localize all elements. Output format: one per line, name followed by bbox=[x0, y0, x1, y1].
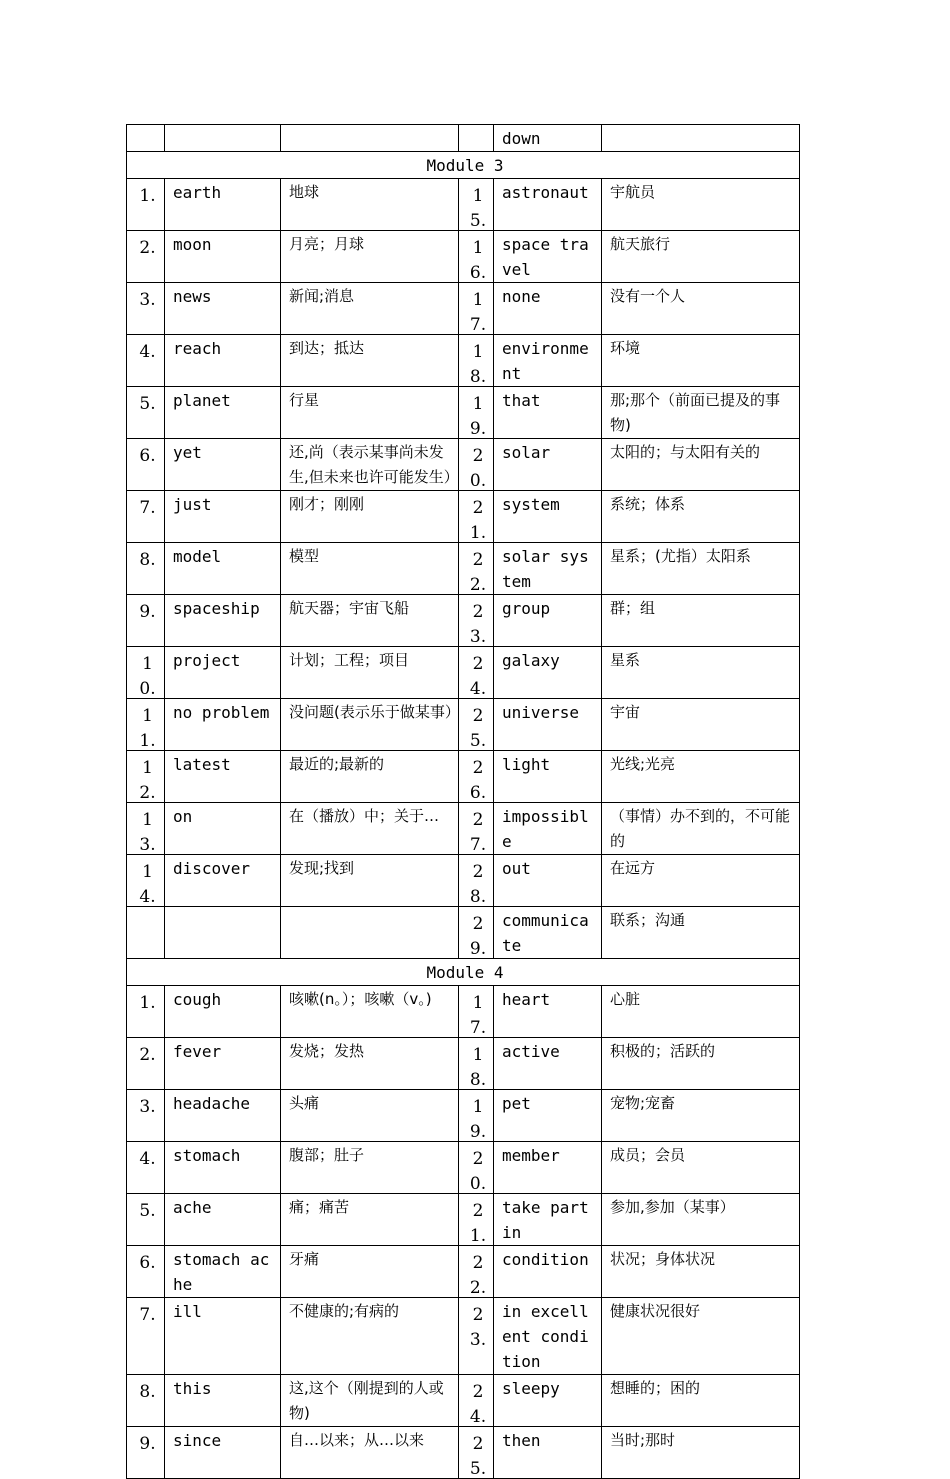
left-item-number-text: 2. bbox=[139, 238, 156, 258]
left-item-number bbox=[127, 1375, 165, 1427]
table-row bbox=[127, 1038, 800, 1090]
left-english-word: fever bbox=[165, 1038, 281, 1090]
right-chinese-meaning: 联系；沟通 bbox=[602, 907, 800, 959]
module-title: Module 3 bbox=[127, 152, 800, 179]
right-english-word: active bbox=[494, 1038, 602, 1090]
left-english-word: earth bbox=[165, 179, 281, 231]
right-item-number-text: 22. bbox=[469, 1253, 487, 1298]
left-item-number bbox=[127, 387, 165, 439]
right-english-word: astronaut bbox=[494, 179, 602, 231]
left-chinese-meaning: 不健康的;有病的 bbox=[281, 1298, 459, 1375]
left-chinese-meaning: 刚才；刚刚 bbox=[281, 491, 459, 543]
right-english-word: light bbox=[494, 751, 602, 803]
right-chinese-meaning: 光线;光亮 bbox=[602, 751, 800, 803]
right-chinese-meaning: 太阳的；与太阳有关的 bbox=[602, 439, 800, 491]
right-english-word: solar bbox=[494, 439, 602, 491]
left-item-number bbox=[127, 647, 165, 699]
right-item-number-text: 18. bbox=[469, 342, 487, 387]
left-item-number-text: 4. bbox=[139, 1149, 156, 1169]
right-item-number bbox=[459, 1090, 494, 1142]
left-chinese-meaning: 到达；抵达 bbox=[281, 335, 459, 387]
table-row bbox=[127, 283, 800, 335]
table-row bbox=[127, 699, 800, 751]
right-chinese-meaning: 星系 bbox=[602, 647, 800, 699]
vocabulary-table bbox=[126, 124, 800, 1479]
right-english-word: communicate bbox=[494, 907, 602, 959]
left-item-number bbox=[127, 1038, 165, 1090]
right-item-number-text: 21. bbox=[469, 498, 487, 543]
left-item-number-text: 14. bbox=[139, 862, 156, 907]
left-item-number-text: 6. bbox=[139, 446, 156, 466]
table-row bbox=[127, 179, 800, 231]
left-item-number bbox=[127, 543, 165, 595]
left-chinese-meaning: 这,这个（刚提到的人或物) bbox=[281, 1375, 459, 1427]
table-row bbox=[127, 751, 800, 803]
left-item-number-text: 1. bbox=[139, 186, 156, 206]
left-english-word: ill bbox=[165, 1298, 281, 1375]
left-chinese-meaning: 自…以来；从…以来 bbox=[281, 1427, 459, 1479]
left-item-number-text: 8. bbox=[139, 550, 156, 570]
right-item-number-text: 18. bbox=[469, 1045, 487, 1090]
left-english-word: reach bbox=[165, 335, 281, 387]
right-chinese-meaning: 环境 bbox=[602, 335, 800, 387]
right-chinese-meaning: 健康状况很好 bbox=[602, 1298, 800, 1375]
table-row bbox=[127, 387, 800, 439]
left-item-number-text: 3. bbox=[139, 290, 156, 310]
right-item-number bbox=[459, 803, 494, 855]
right-item-number bbox=[459, 1375, 494, 1427]
right-english-word: group bbox=[494, 595, 602, 647]
left-english-word: planet bbox=[165, 387, 281, 439]
right-item-number-text: 25. bbox=[469, 706, 487, 751]
right-item-number-text: 25. bbox=[469, 1434, 487, 1479]
vocabulary-table-body bbox=[127, 125, 800, 1479]
table-row bbox=[127, 1142, 800, 1194]
left-english-word: latest bbox=[165, 751, 281, 803]
right-item-number-text: 17. bbox=[469, 993, 487, 1038]
right-english-word: galaxy bbox=[494, 647, 602, 699]
table-row bbox=[127, 125, 800, 152]
right-item-number bbox=[459, 1246, 494, 1298]
right-item-number bbox=[459, 1194, 494, 1246]
right-item-number-text: 22. bbox=[469, 550, 487, 595]
left-item-number-text: 8. bbox=[139, 1382, 156, 1402]
right-item-number bbox=[459, 855, 494, 907]
left-item-number bbox=[127, 1298, 165, 1375]
left-english-word: since bbox=[165, 1427, 281, 1479]
left-item-number-text: 6. bbox=[139, 1253, 156, 1273]
left-item-number-text: 10. bbox=[139, 654, 156, 699]
right-item-number bbox=[459, 1038, 494, 1090]
right-chinese-meaning: 成员；会员 bbox=[602, 1142, 800, 1194]
right-item-number bbox=[459, 751, 494, 803]
right-item-number bbox=[459, 491, 494, 543]
left-item-number bbox=[127, 125, 165, 152]
module-header-row bbox=[127, 152, 800, 179]
module-title: Module 4 bbox=[127, 959, 800, 986]
right-english-word: impossible bbox=[494, 803, 602, 855]
right-item-number bbox=[459, 125, 494, 152]
left-english-word bbox=[165, 125, 281, 152]
right-chinese-meaning: 没有一个人 bbox=[602, 283, 800, 335]
right-english-word: space travel bbox=[494, 231, 602, 283]
left-item-number bbox=[127, 439, 165, 491]
left-item-number bbox=[127, 1246, 165, 1298]
right-item-number-text: 24. bbox=[469, 654, 487, 699]
right-item-number bbox=[459, 595, 494, 647]
right-item-number-text: 23. bbox=[469, 1305, 487, 1350]
right-item-number bbox=[459, 1298, 494, 1375]
right-item-number-text: 23. bbox=[469, 602, 487, 647]
left-item-number bbox=[127, 1427, 165, 1479]
table-row bbox=[127, 439, 800, 491]
left-item-number bbox=[127, 699, 165, 751]
right-english-word: in excellent condition bbox=[494, 1298, 602, 1375]
left-english-word: headache bbox=[165, 1090, 281, 1142]
right-english-word: solar system bbox=[494, 543, 602, 595]
left-item-number-text: 9. bbox=[139, 1434, 156, 1454]
left-english-word: moon bbox=[165, 231, 281, 283]
left-english-word: news bbox=[165, 283, 281, 335]
table-row bbox=[127, 647, 800, 699]
table-row bbox=[127, 1194, 800, 1246]
right-english-word: out bbox=[494, 855, 602, 907]
left-english-word: stomach bbox=[165, 1142, 281, 1194]
left-english-word: no problem bbox=[165, 699, 281, 751]
left-chinese-meaning: 月亮；月球 bbox=[281, 231, 459, 283]
left-english-word: on bbox=[165, 803, 281, 855]
right-english-word: environment bbox=[494, 335, 602, 387]
module-header-row bbox=[127, 959, 800, 986]
table-row bbox=[127, 1298, 800, 1375]
right-chinese-meaning: 群；组 bbox=[602, 595, 800, 647]
right-item-number bbox=[459, 283, 494, 335]
right-chinese-meaning: 想睡的；困的 bbox=[602, 1375, 800, 1427]
left-item-number-text: 7. bbox=[139, 1305, 156, 1325]
left-english-word: this bbox=[165, 1375, 281, 1427]
right-item-number-text: 20. bbox=[469, 1149, 487, 1194]
right-item-number bbox=[459, 335, 494, 387]
left-chinese-meaning: 模型 bbox=[281, 543, 459, 595]
left-item-number-text: 4. bbox=[139, 342, 156, 362]
left-item-number-text: 7. bbox=[139, 498, 156, 518]
left-item-number-text: 5. bbox=[139, 1201, 156, 1221]
right-english-word: take part in bbox=[494, 1194, 602, 1246]
right-chinese-meaning: 当时;那时 bbox=[602, 1427, 800, 1479]
right-chinese-meaning: 那;那个（前面已提及的事物) bbox=[602, 387, 800, 439]
left-chinese-meaning: 最近的;最新的 bbox=[281, 751, 459, 803]
right-english-word: then bbox=[494, 1427, 602, 1479]
right-chinese-meaning: 航天旅行 bbox=[602, 231, 800, 283]
table-row bbox=[127, 986, 800, 1038]
left-english-word: stomach ache bbox=[165, 1246, 281, 1298]
left-item-number bbox=[127, 1142, 165, 1194]
left-item-number bbox=[127, 335, 165, 387]
left-chinese-meaning: 行星 bbox=[281, 387, 459, 439]
left-chinese-meaning: 地球 bbox=[281, 179, 459, 231]
left-chinese-meaning: 新闻;消息 bbox=[281, 283, 459, 335]
right-item-number bbox=[459, 986, 494, 1038]
left-chinese-meaning bbox=[281, 907, 459, 959]
table-row bbox=[127, 803, 800, 855]
right-item-number-text: 28. bbox=[469, 862, 487, 907]
left-item-number bbox=[127, 595, 165, 647]
left-item-number-text: 3. bbox=[139, 1097, 156, 1117]
right-english-word: none bbox=[494, 283, 602, 335]
left-item-number-text: 2. bbox=[139, 1045, 156, 1065]
left-english-word: project bbox=[165, 647, 281, 699]
table-row bbox=[127, 907, 800, 959]
right-item-number-text: 19. bbox=[469, 1097, 487, 1142]
left-item-number bbox=[127, 855, 165, 907]
left-item-number bbox=[127, 491, 165, 543]
left-chinese-meaning: 咳嗽(n。）；咳嗽（v。) bbox=[281, 986, 459, 1038]
right-item-number bbox=[459, 699, 494, 751]
right-chinese-meaning: 状况；身体状况 bbox=[602, 1246, 800, 1298]
right-chinese-meaning: 心脏 bbox=[602, 986, 800, 1038]
right-chinese-meaning: 在远方 bbox=[602, 855, 800, 907]
right-english-word: pet bbox=[494, 1090, 602, 1142]
left-item-number bbox=[127, 179, 165, 231]
right-chinese-meaning: 星系；(尤指）太阳系 bbox=[602, 543, 800, 595]
right-chinese-meaning: 宇宙 bbox=[602, 699, 800, 751]
left-english-word: cough bbox=[165, 986, 281, 1038]
left-chinese-meaning: 发现;找到 bbox=[281, 855, 459, 907]
right-item-number-text: 24. bbox=[469, 1382, 487, 1427]
right-english-word: system bbox=[494, 491, 602, 543]
left-item-number bbox=[127, 283, 165, 335]
left-item-number bbox=[127, 231, 165, 283]
right-chinese-meaning: 参加,参加（某事） bbox=[602, 1194, 800, 1246]
left-item-number bbox=[127, 907, 165, 959]
left-item-number bbox=[127, 1194, 165, 1246]
right-item-number bbox=[459, 907, 494, 959]
right-english-word: that bbox=[494, 387, 602, 439]
right-item-number-text: 27. bbox=[469, 810, 487, 855]
left-item-number-text: 13. bbox=[139, 810, 156, 855]
table-row bbox=[127, 491, 800, 543]
right-item-number bbox=[459, 439, 494, 491]
right-item-number-text: 29. bbox=[469, 914, 487, 959]
left-item-number-text: 5. bbox=[139, 394, 156, 414]
right-item-number bbox=[459, 647, 494, 699]
left-item-number bbox=[127, 986, 165, 1038]
right-item-number-text: 17. bbox=[469, 290, 487, 335]
right-chinese-meaning bbox=[602, 125, 800, 152]
right-item-number bbox=[459, 179, 494, 231]
right-chinese-meaning: 宇航员 bbox=[602, 179, 800, 231]
right-item-number bbox=[459, 387, 494, 439]
table-row bbox=[127, 1375, 800, 1427]
right-item-number-text: 19. bbox=[469, 394, 487, 439]
right-chinese-meaning: 宠物;宠畜 bbox=[602, 1090, 800, 1142]
left-chinese-meaning: 计划；工程；项目 bbox=[281, 647, 459, 699]
left-chinese-meaning: 牙痛 bbox=[281, 1246, 459, 1298]
left-english-word: just bbox=[165, 491, 281, 543]
right-item-number bbox=[459, 231, 494, 283]
left-chinese-meaning: 发烧；发热 bbox=[281, 1038, 459, 1090]
right-english-word: member bbox=[494, 1142, 602, 1194]
left-chinese-meaning: 没问题(表示乐于做某事） bbox=[281, 699, 459, 751]
left-item-number-text: 1. bbox=[139, 993, 156, 1013]
table-row bbox=[127, 543, 800, 595]
right-english-word: down bbox=[494, 125, 602, 152]
right-item-number bbox=[459, 1142, 494, 1194]
table-row bbox=[127, 1090, 800, 1142]
right-english-word: condition bbox=[494, 1246, 602, 1298]
table-row bbox=[127, 1246, 800, 1298]
left-english-word: ache bbox=[165, 1194, 281, 1246]
table-row bbox=[127, 335, 800, 387]
left-chinese-meaning: 痛；痛苦 bbox=[281, 1194, 459, 1246]
right-english-word: heart bbox=[494, 986, 602, 1038]
left-english-word: discover bbox=[165, 855, 281, 907]
left-chinese-meaning: 还,尚（表示某事尚未发生,但未来也许可能发生） bbox=[281, 439, 459, 491]
table-row bbox=[127, 231, 800, 283]
left-english-word: yet bbox=[165, 439, 281, 491]
left-item-number-text: 12. bbox=[139, 758, 156, 803]
left-item-number-text: 11. bbox=[139, 706, 156, 751]
right-item-number-text: 16. bbox=[469, 238, 487, 283]
left-item-number bbox=[127, 1090, 165, 1142]
right-english-word: sleepy bbox=[494, 1375, 602, 1427]
left-chinese-meaning: 在（播放）中；关于… bbox=[281, 803, 459, 855]
right-item-number-text: 20. bbox=[469, 446, 487, 491]
left-item-number bbox=[127, 751, 165, 803]
left-item-number-text: 9. bbox=[139, 602, 156, 622]
right-item-number-text: 21. bbox=[469, 1201, 487, 1246]
left-english-word bbox=[165, 907, 281, 959]
left-english-word: model bbox=[165, 543, 281, 595]
table-row bbox=[127, 1427, 800, 1479]
left-english-word: spaceship bbox=[165, 595, 281, 647]
left-chinese-meaning: 腹部；肚子 bbox=[281, 1142, 459, 1194]
table-row bbox=[127, 855, 800, 907]
right-item-number bbox=[459, 1427, 494, 1479]
table-row bbox=[127, 595, 800, 647]
left-chinese-meaning: 航天器；宇宙飞船 bbox=[281, 595, 459, 647]
right-chinese-meaning: 系统；体系 bbox=[602, 491, 800, 543]
right-item-number-text: 26. bbox=[469, 758, 487, 803]
left-chinese-meaning bbox=[281, 125, 459, 152]
left-item-number bbox=[127, 803, 165, 855]
left-chinese-meaning: 头痛 bbox=[281, 1090, 459, 1142]
right-chinese-meaning: （事情）办不到的，不可能的 bbox=[602, 803, 800, 855]
right-item-number-text: 15. bbox=[469, 186, 487, 231]
right-chinese-meaning: 积极的；活跃的 bbox=[602, 1038, 800, 1090]
right-english-word: universe bbox=[494, 699, 602, 751]
right-item-number bbox=[459, 543, 494, 595]
